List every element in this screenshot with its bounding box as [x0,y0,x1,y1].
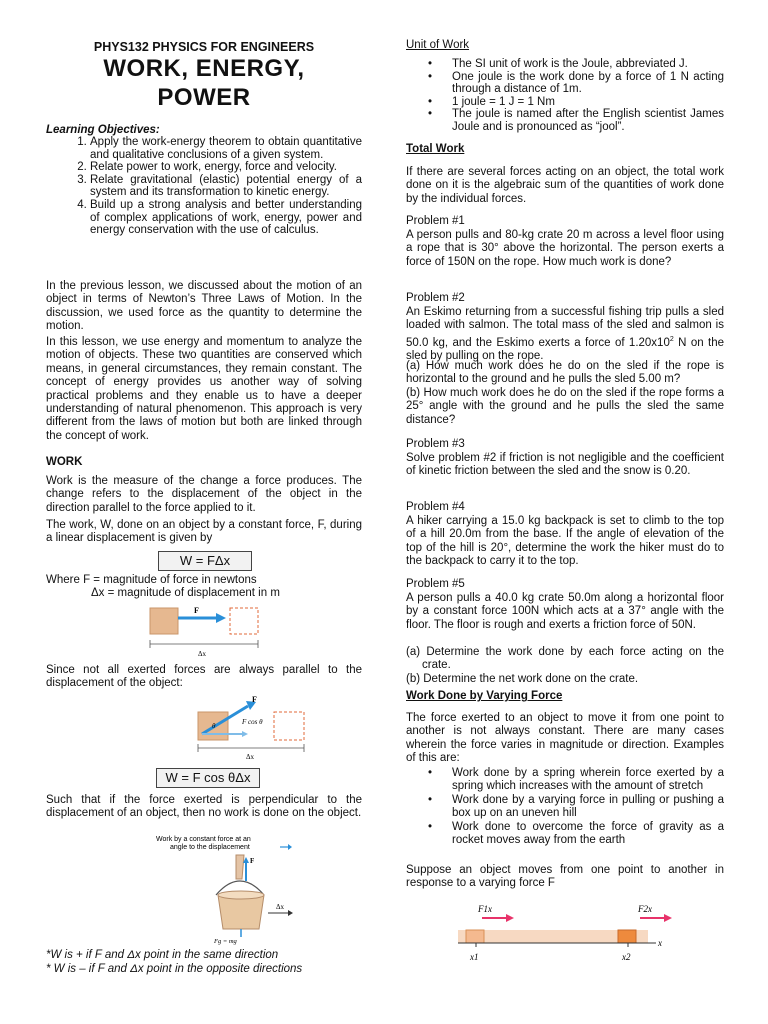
sign-note-positive: *W is + if F and Δx point in the same direction [46,949,279,961]
figure-bucket [150,833,310,950]
list-item: • Work done to overcome the force of gravity as a rocket moves away from the earth [452,821,724,846]
hand-icon [236,855,244,879]
problem-4-label: Problem #4 [406,501,465,513]
constant-force-diagram [146,604,286,660]
displacement-label: Δx [198,650,207,658]
force-1-label: F1x [478,904,492,914]
where-block [46,574,280,600]
list-item: • Work done by a spring wherein force exerted by a spring which increases with the amount of stretch [452,767,724,792]
total-work-text: If there are several forces acting on an object, the total work done on it is the algebraic sum of the quantities of work done by the individual forces. [406,166,724,205]
force-arrowhead [216,613,226,623]
object-start [466,930,484,943]
objectives-heading: Learning Objectives: [46,124,160,136]
objective-item: 3. Relate gravitational (elastic) potential energy of a system and its transformation to kinetic energy. [90,174,362,199]
force-label: F [250,857,255,865]
title-line-2: POWER [157,84,251,111]
objective-item: 4. Build up a strong analysis and better understanding of complex applications of work, energy, power and energy conservation with the use of calculus. [90,199,362,237]
box-start [150,608,178,634]
problem-3-label: Problem #3 [406,438,465,450]
equation-work-angle: W = F cos θΔx [156,768,260,788]
figure-constant-force [146,604,286,665]
not-parallel-text: Since not all exerted forces are always parallel to the displacement of the object: [46,664,362,690]
work-definition: Work is the measure of the change a force produces. The change refers to the displacement of the object in the direction parallel to the force applied to it. [46,475,362,514]
force-label: F [194,606,199,615]
sign-note-negative: * W is – if F and Δx point in the opposite directions [46,963,303,975]
unit-bullets [406,58,724,134]
problem-1-text: A person pulls and 80-kg crate 20 m across a level floor using a rope that is 30° above the horizontal. The person exerts a force of 150N on the rope. How much work is done? [406,229,724,268]
bucket-caption-line-2: angle to the displacement [170,844,250,851]
bucket-icon [218,895,264,929]
figure-varying-force [458,900,678,971]
problem-5-items [406,646,724,686]
list-item: (a) Determine the work done by each force acting on the crate. [406,646,724,672]
objective-item: 1. Apply the work-energy theorem to obtain quantitative and qualitative conclusions of a given system. [90,136,362,161]
list-item: (b) Determine the net work done on the crate. [406,672,639,685]
varying-force-diagram [458,900,678,966]
list-item: • The SI unit of work is the Joule, abbreviated J. [452,58,724,71]
list-item: • The joule is named after the English scientist James Joule and is pronounced as “jool”. [452,108,724,133]
perpendicular-text: Such that if the force exerted is perpendicular to the displacement of an object, then no work is done on the object. [46,794,362,820]
problem-5-label: Problem #5 [406,578,465,590]
problem-2-label: Problem #2 [406,292,465,304]
weight-label: Fg = mg [214,938,237,945]
where-force: Where F = magnitude of force in newtons [46,574,257,586]
total-work-heading: Total Work [406,143,465,155]
where-displacement: Δx = magnitude of displacement in m [91,587,280,599]
list-item: • One joule is the work done by a force of 1 N acting through a distance of 1m. [452,71,724,96]
title-line-1: WORK, ENERGY, [103,55,305,82]
force-label: F [252,696,257,704]
angled-force-diagram [146,696,316,762]
objective-item: 2. Relate power to work, energy, force and velocity. [90,161,362,174]
intro-paragraph-2: In this lesson, we use energy and momentum to analyze the motion of objects. These two quantities are conserved which means, in general circumstances, they remain constant. The concept of energy provides us another way of solving practical problems and they enable us to have a deeper understanding of natural phenomenon. This approach is very different from the laws of motion but both are linked through the concept of work. [46,336,362,442]
object-end [618,930,636,943]
varying-force-heading: Work Done by Varying Force [406,690,563,702]
list-item: • Work done by a varying force in pulling or pushing a box up on an uneven hill [452,794,724,819]
problem-3-text: Solve problem #2 if friction is not negligible and the coefficient of kinetic friction between the sled and the snow is 0.20. [406,452,724,478]
unit-heading: Unit of Work [406,39,470,51]
course-title: PHYS132 PHYSICS FOR ENGINEERS [93,40,315,54]
problem-1-label: Problem #1 [406,215,465,227]
x2-label: x2 [622,952,631,962]
varying-force-text: The force exerted to an object to move it from one point to another is not always constant. There are many cases wherein the force varies in magnitude or direction. Examples of this are: [406,712,724,765]
equation-work: W = FΔx [158,551,252,571]
displacement-label: Δx [276,903,285,911]
problem-2-part-a: (a) How much work does he do on the sled if the rope is horizontal to the ground and he pulls the sled 5.00 m? [406,360,724,386]
x-axis-label: x [658,938,662,948]
box-end [274,712,304,740]
work-heading: WORK [46,456,83,468]
intro-paragraph-1: In the previous lesson, we discussed about the motion of an object in terms of Newton’s Three Laws of Motion. In the discussion, we used force as the quantity to determine the motion. [46,280,362,333]
problem-2-text: An Eskimo returning from a successful fishing trip pulls a sled loaded with salmon. The total mass of the sled and salmon is 50.0 kg, and the Eskimo exerts a force of $1.20x10^2$ N on the sled by pulling on the rope. [406,306,725,363]
x1-label: x1 [470,952,479,962]
bucket-diagram [150,833,310,945]
displacement-label: Δx [246,753,255,761]
objectives-list [46,136,362,237]
box-end [230,608,258,634]
component-label: F cos θ [242,718,263,726]
force-2-label: F2x [638,904,652,914]
bucket-caption-line-1: Work by a constant force at an [156,836,251,843]
suppose-text: Suppose an object moves from one point to another in response to a varying force F [406,864,724,890]
figure-angled-force [146,696,316,767]
varying-force-bullets [406,767,724,847]
problem-4-text: A hiker carrying a 15.0 kg backpack is set to climb to the top of a hill 20.0m from the base. If the angle of elevation of the top of the hill is 20°, determine the work the hiker must do to the backpack to carry it to the top. [406,515,724,568]
list-item: • 1 joule = 1 J = 1 Nm [452,96,724,109]
work-constant-force: The work, W, done on an object by a constant force, F, during a linear displacement is given by [46,519,362,545]
problem-5-text: A person pulls a 40.0 kg crate 50.0m along a horizontal floor by a constant force 100N which acts at a 37° angle with the floor. The floor is rough and exerts a friction force of 50N. [406,592,724,631]
problem-2-part-b: (b) How much work does he do on the sled if the rope forms a 25° angle with the ground and he pulls the sled the same distance? [406,387,724,426]
page-title [46,54,362,112]
theta-label: θ [212,722,216,730]
